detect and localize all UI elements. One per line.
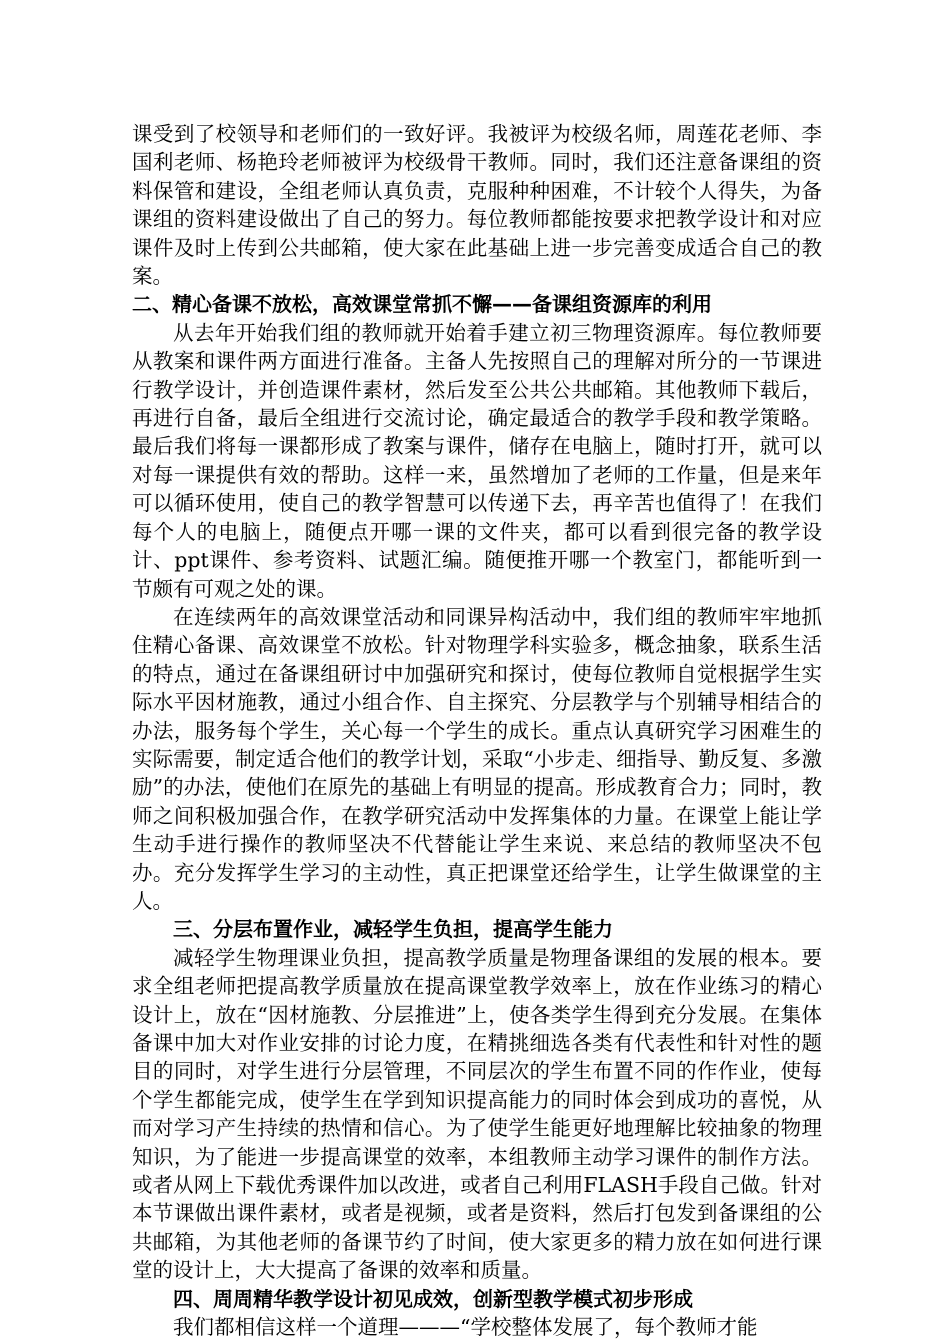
paragraph-resource-library: 从去年开始我们组的教师就开始着手建立初三物理资源库。每位教师要从教案和课件两方面进行准备。主备人先按照自己的理解对所分的一节课进行教学设计，并创造课件素材，然后发至公共公共邮箱。其他教师下载后，再进行自备，最后全组进行交流讨论，确定最适合的教学手段和教学策略。最后我们将每一课都形成了教案与课件，储存在电脑上，随时打开，就可以对每一课提供有效的帮助。这样一来，虽然增加了老师的工作量，但是来年可以循环使用，使自己的教学智慧可以传递下去，再辛苦也值得了！在我们每个人的电脑上，随便点开哪一课的文件夹，都可以看到很完备的教学设计、ppt课件、参考资料、试题汇编。随便推开哪一个教室门，都能听到一节颇有可观之处的课。 [132, 320, 822, 601]
paragraph-teaching-design: 我们都相信这样一个道理———“学校整体发展了，每个教师才能 [173, 1315, 758, 1340]
paragraph-layered-homework: 减轻学生物理课业负担，提高教学质量是物理备课组的发展的根本。要求全组老师把提高教学质量放在提高课堂教学效率上，放在作业练习的精心设计上，放在“因材施教、分层推进”上，使各类学生得到充分发展。在集体备课中加大对作业安排的讨论力度，在精挑细选各类有代表性和针对性的题目的同时，对学生进行分层管理，不同层次的学生布置不同的作作业，使每个学生都能完成，使学生在学到知识提高能力的同时体会到成功的喜悦，从而对学习产生持续的热情和信心。为了使学生能更好地理解比较抽象的物理知识，为了能进一步提高课堂的效率，本组教师主动学习课件的制作方法。或者从网上下载优秀课件加以改进，或者自己利用FLASH手段自己做。针对本节课做出课件素材，或者是视频，或者是资料，然后打包发到备课组的公共邮箱，为其他老师的备课节约了时间，使大家更多的精力放在如何进行课堂的设计上，大大提高了备课的效率和质量。 [132, 945, 822, 1283]
section-heading-three: 三、分层布置作业，减轻学生负担，提高学生能力 [173, 917, 613, 942]
section-heading-four: 四、周周精华教学设计初见成效，创新型教学模式初步形成 [173, 1286, 693, 1311]
section-heading-two: 二、精心备课不放松，高效课堂常抓不懈——备课组资源库的利用 [132, 292, 712, 317]
paragraph-intro-continued: 课受到了校领导和老师们的一致好评。我被评为校级名师，周莲花老师、李国利老师、杨艳玲老师被评为校级骨干教师。同时，我们还注意备课组的资料保管和建设，全组老师认真负责，克服种种困难，不计较个人得失，为备课组的资料建设做出了自己的努力。每位教师都能按要求把教学设计和对应课件及时上传到公共邮箱，使大家在此基础上进一步完善变成适合自己的教案。 [132, 122, 822, 289]
paragraph-efficient-classroom: 在连续两年的高效课堂活动和同课异构活动中，我们组的教师牢牢地抓住精心备课、高效课堂不放松。针对物理学科实验多，概念抽象，联系生活的特点，通过在备课组研讨中加强研究和探讨，使每位教师自觉根据学生实际水平因材施教，通过小组合作、自主探究、分层教学与个别辅导相结合的办法，服务每个学生，关心每一个学生的成长。重点认真研究学习困难生的实际需要，制定适合他们的教学计划，采取“小步走、细指导、勤反复、多激励”的办法，使他们在原先的基础上有明显的提高。形成教育合力；同时，教师之间积极加强合作，在教学研究活动中发挥集体的力量。在课堂上能让学生动手进行操作的教师坚决不代替能让学生来说、来总结的教师坚决不包办。充分发挥学生学习的主动性，真正把课堂还给学生，让学生做课堂的主人。 [132, 604, 822, 913]
document-page [132, 120, 822, 1341]
